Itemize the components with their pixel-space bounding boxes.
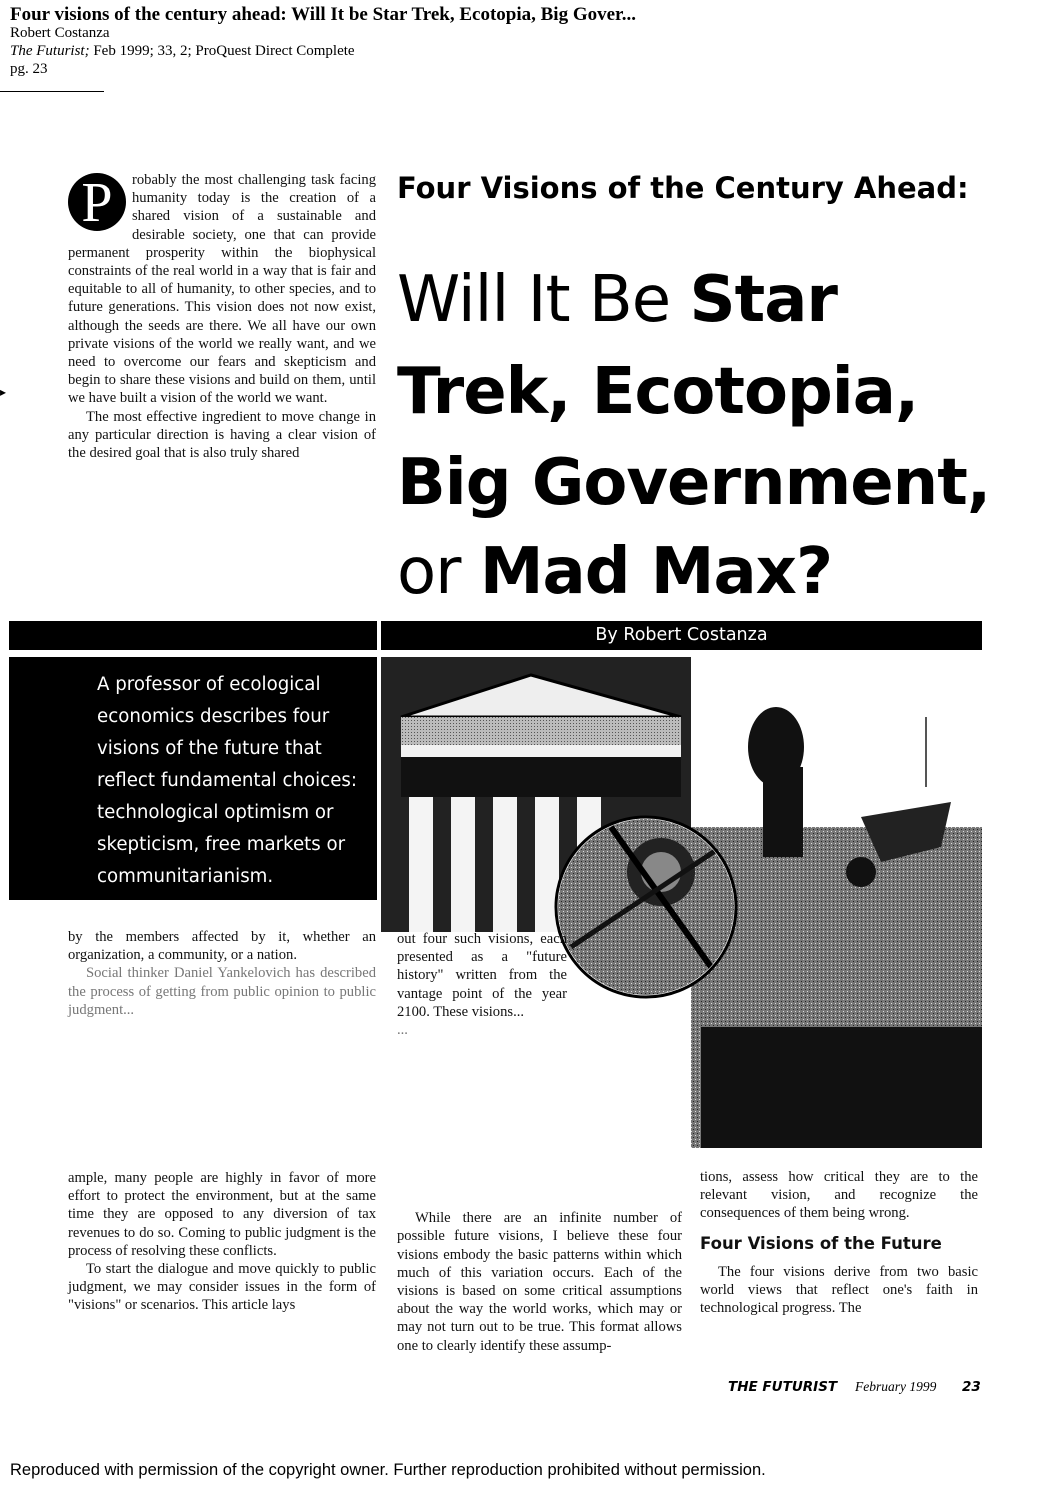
citation-author: Robert Costanza bbox=[10, 25, 110, 41]
col2-faded-paragraph: Social thinker Daniel Yankelovich has described the process of getting from public opinion to public judgment... bbox=[68, 965, 376, 1018]
faded-text-gap bbox=[397, 1039, 682, 1209]
citation-details: Feb 1999; 33, 2; ProQuest Direct Complete bbox=[89, 43, 355, 59]
article-kicker: Four Visions of the Century Ahead: bbox=[397, 171, 969, 205]
citation-source bbox=[10, 43, 355, 60]
journal-name: The Futurist; bbox=[10, 43, 90, 59]
col3-paragraph-1: out four such visions, each presented as a "future history" written from the vantage point of the year 2100. These visions... bbox=[397, 931, 567, 1020]
margin-mark: ▸ bbox=[0, 385, 7, 399]
headline-line-1 bbox=[397, 265, 837, 335]
headline-normal-text: Will It Be bbox=[397, 263, 690, 337]
citation-page: pg. 23 bbox=[10, 61, 48, 77]
headline-normal-text: or bbox=[397, 535, 480, 609]
col2-paragraph-4: To start the dialogue and move quickly to public judgment, we may consider issues in the form of "visions" or scenarios. This article lays bbox=[68, 1261, 376, 1314]
header-divider bbox=[0, 91, 104, 92]
headline-line-3: Big Government, bbox=[397, 446, 991, 520]
byline: By Robert Costanza bbox=[595, 625, 768, 645]
section-subhead: Four Visions of the Future bbox=[700, 1233, 942, 1253]
intro-column bbox=[68, 171, 376, 462]
footer-date: February 1999 bbox=[855, 1379, 937, 1394]
col2-paragraph-1: by the members affected by it, whether an organization, a community, or a nation. bbox=[68, 929, 376, 964]
faded-text-gap bbox=[68, 1019, 376, 1169]
col2-paragraph-3: ample, many people are highly in favor of more effort to protect the environment, but at the same time they are opposed to any diversion of tax revenues to do so. Coming to public judgment is the process of resolving these conflicts. bbox=[68, 1170, 376, 1259]
footer-page-number: 23 bbox=[962, 1379, 981, 1395]
intro-paragraph-1: robably the most challenging task facing humanity today is the creation of a shared vision of a sustainable and desirable society, one that can provide permanent prosperity within the biophysical constraints of the real world in a way that is fair and equitable to all of humanity, to other species, and to future generations. This vision does not now exist, although the seeds are there. We all have our own private visions of the world we really want, and we need to overcome our fears and skepticism and begin to share these visions and build on them, until we have built a vision of the world we want. bbox=[68, 172, 376, 407]
citation-title: Four visions of the century ahead: Will It be Star Trek, Ecotopia, Big Gover... bbox=[10, 4, 636, 25]
col4-paragraph-1: tions, assess how critical they are to the relevant vision, and recognize the consequences of them being wrong. bbox=[700, 1169, 978, 1222]
headline-bold-text: Star bbox=[689, 263, 837, 337]
body-column-2 bbox=[68, 928, 376, 1315]
deck-text: A professor of ecological economics describes four visions of the future that reflect fundamental choices: technological optimism or skepticism, free markets or communitarianism. bbox=[97, 674, 358, 887]
col4-paragraph-2: The four visions derive from two basic world views that reflect one's faith in technological progress. The bbox=[700, 1263, 978, 1317]
footer-magazine: THE FUTURIST bbox=[728, 1379, 838, 1395]
body-column-4 bbox=[700, 1168, 978, 1317]
headline-line-2: Trek, Ecotopia, bbox=[397, 355, 919, 429]
col3-faded-text: ... bbox=[397, 1022, 408, 1039]
intro-paragraph-2: The most effective ingredient to move change in any particular direction is having a clear vision of the desired goal that is also truly shared bbox=[68, 408, 376, 462]
body-column-3 bbox=[397, 930, 682, 1355]
permission-notice: Reproduced with permission of the copyright owner. Further reproduction prohibited without permission. bbox=[10, 1461, 766, 1479]
headline-bold-text: Mad Max? bbox=[479, 535, 833, 609]
col3-paragraph-2: While there are an infinite number of possible future visions, I believe these four visions embody the basic patterns within which much of this variation occurs. Each of the visions is based on some critical assumptions about the way the world works, which may or may not turn out to be true. This format allows one to clearly identify these assump- bbox=[397, 1210, 682, 1354]
left-black-bar bbox=[9, 621, 377, 650]
drop-cap: P bbox=[68, 173, 126, 231]
headline-line-4 bbox=[397, 537, 832, 607]
